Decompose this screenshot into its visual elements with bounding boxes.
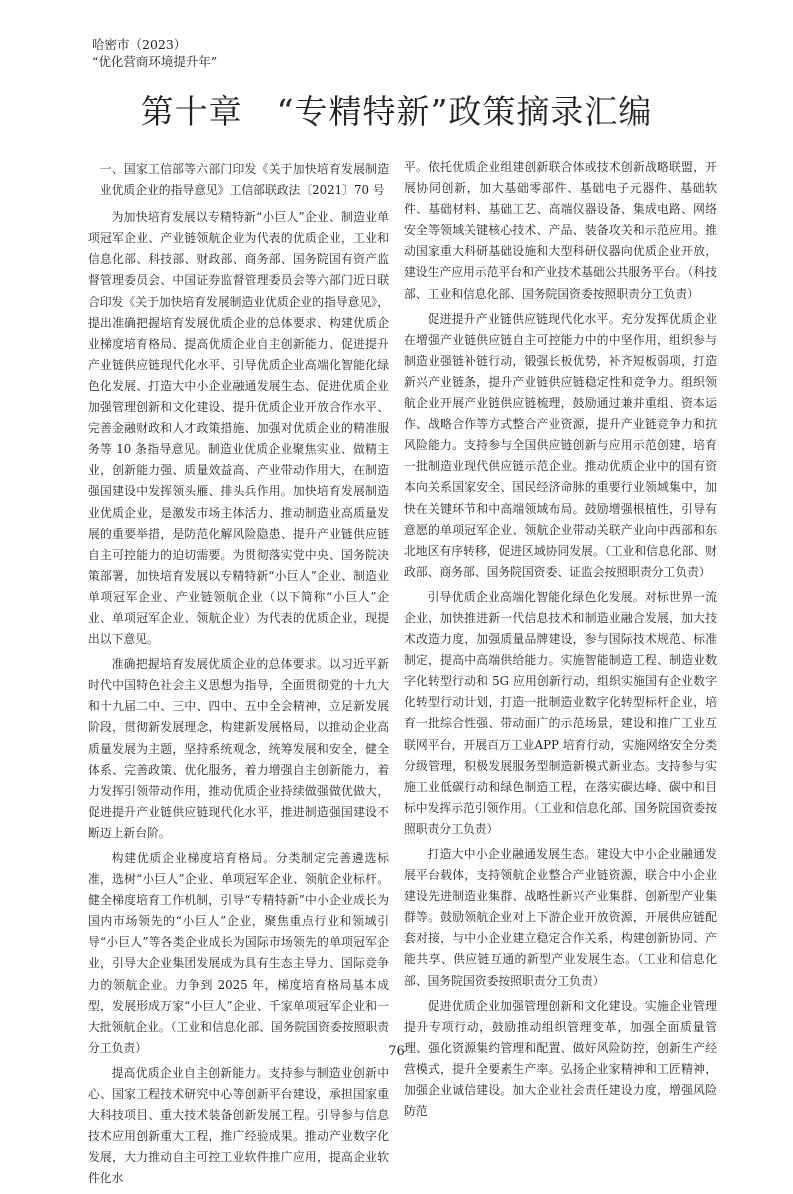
section-heading: 一、国家工信部等六部门印发《关于加快培育发展制造业优质企业的指导意见》工信部联政法〔2021〕70 号 [99,162,389,198]
paragraph-innovation-continued: 平。依托优质企业组建创新联合体或技术创新战略联盟，开展协同创新，加大基础零部件、基础电子元器件、基础软件、基础材料、基础工艺、高端仪器设备、集成电路、网络安全等领域关键核心技术、产品、装备攻关和示范应用。推动国家重大科研基础设施和大型科研仪器向优质企业开放，建设生产应用示范平台和产业技术基础公共服务平台。（科技部、工业和信息化部、国务院国资委按照职责分工负责） [404,160,717,301]
running-header-line1: 哈密市（2023） [92,37,187,52]
paragraph-supply-chain: 促进提升产业链供应链现代化水平。充分发挥优质企业在增强产业链供应链自主可控能力中的中坚作用，组织参与制造业强链补链行动，锻强长板优势，补齐短板弱项，打造新兴产业链条，提升产业链供应链稳定性和竞争力。组织领航企业开展产业链供应链梳理，鼓励通过兼并重组、资本运作、战略合作等方式整合产业资源，提升产业链竞争力和抗风险能力。支持参与全国供应链创新与应用示范创建，培育一批制造业现代供应链示范企业。推动优质企业中的国有资本向关系国家安全、国民经济命脉的重要行业领域集中，加快在关键环节和中高端领域布局。鼓励增强根植性，引导有意愿的单项冠军企业、领航企业带动关联产业向中西部和东北地区有序转移，促进区域协同发展。（工业和信息化部、财政部、商务部、国务院国资委、证监会按照职责分工负责） [404,311,717,579]
running-header [92,36,217,70]
paragraph-management-culture: 促进优质企业加强管理创新和文化建设。实施企业管理提升专项行动，鼓励推动组织管理变革，加强全面质量管理、强化资源集约管理和配置、做好风险防控，创新生产经营模式，提升全要素生产率。弘扬企业家精神和工匠精神，加强企业诚信建设。加大企业社会责任建设力度，增强风险防范 [404,998,717,1119]
page-number: 76 [388,1044,405,1059]
paragraph-innovation-capacity: 提高优质企业自主创新能力。支持参与制造业创新中心、国家工程技术研究中心等创新平台建设，承担国家重大科技项目、重大技术装备创新发展工程。引导参与信息技术应用创新重大工程，推广经验成果。推动产业数字化发展，大力推动自主可控工业软件推广应用，提高企业软件化水 [88,1065,389,1186]
running-header-line2: “优化营商环境提升年” [92,54,218,69]
chapter-title: 第十章 “专精特新”政策摘录汇编 [140,92,653,131]
paragraph-intro: 为加快培育发展以专精特新“小巨人”企业、制造业单项冠军企业、产业链领航企业为代表的优质企业，工业和信息化部、科技部、财政部、商务部、国务院国有资产监督管理委员会、中国证券监督管理委员会等六部门近日联合印发《关于加快培育发展制造业优质企业的指导意见》，提出准确把握培育发展优质企业的总体要求、构建优质企业梯度培育格局、提高优质企业自主创新能力、促进提升产业链供应链现代化水平、引导优质企业高端化智能化绿色化发展、打造大中小企业融通发展生态、促进优质企业加强管理创新和文化建设、提升优质企业开放合作水平、完善金融财政和人才政策措施、加强对优质企业的精准服务等 10 条指导意见。制造业优质企业聚焦实业、做精主业，创新能力强、质量效益高、产业带动作用大，在制造强国建设中发挥领头雁、排头兵作用。加快培育发展制造业优质企业，是激发市场主体活力、推动制造业高质量发展的重要举措，是防范化解风险隐患、提升产业链供应链自主可控能力的迫切需要。为贯彻落实党中央、国务院决策部署，加快培育发展以专精特新“小巨人”企业、制造业单项冠军企业、产业链领航企业（以下简称“小巨人”企业、单项冠军企业、领航企业）为代表的优质企业，现提出以下意见。 [88,210,389,647]
paragraph-integrated-ecosystem: 打造大中小企业融通发展生态。建设大中小企业融通发展平台载体，支持领航企业整合产业链资源，联合中小企业建设先进制造业集群、战略性新兴产业集群、创新型产业集群等。鼓励领航企业对上下游企业开放资源，开展供应链配套对接，与中小企业建立稳定合作关系，构建创新协同、产能共享、供应链互通的新型产业发展生态。（工业和信息化部、国务院国资委按照职责分工负责） [404,847,717,988]
paragraph-general-requirements: 准确把握培育发展优质企业的总体要求。以习近平新时代中国特色社会主义思想为指导，全面贯彻党的十九大和十九届二中、三中、四中、五中全会精神，立足新发展阶段，贯彻新发展理念，构建新发展格局，以推动企业高质量发展为主题，坚持系统观念，统筹发展和安全，健全体系、完善政策、优化服务，着力增强自主创新能力，着力发挥引领带动作用，推动优质企业持续做强做优做大，促进提升产业链供应链现代化水平，推进制造强国建设不断迈上新台阶。 [88,657,389,840]
paragraph-high-end-smart-green: 引导优质企业高端化智能化绿色化发展。对标世界一流企业，加快推进新一代信息技术和制造业融合发展，加大技术改造力度，加强质量品牌建设，参与国际技术规范、标准制定，提高中高端供给能力。实施智能制造工程、制造业数字化转型行动和 5G 应用创新行动，组织实施国有企业数字化转型行动计划，打造一批制造业数字化转型标杆企业，培育一批综合性强、带动面广的示范场景，建设和推广工业互联网平台，开展百万工业APP 培育行动，实施网络安全分类分级管理，积极发展服务型制造新模式新业态。支持参与实施工业低碳行动和绿色制造工程，在落实碳达峰、碳中和目标中发挥示范引领作用。（工业和信息化部、国务院国资委按照职责分工负责） [404,589,717,836]
paragraph-tiered-cultivation: 构建优质企业梯度培育格局。分类制定完善遴选标准，选树“小巨人”企业、单项冠军企业、领航企业标杆。健全梯度培育工作机制，引导“专精特新”中小企业成长为国内市场领先的“小巨人”企业，聚焦重点行业和领域引导“小巨人”等各类企业成长为国际市场领先的单项冠军企业，引导大企业集团发展成为具有生态主导力、国际竞争力的领航企业。力争到 2025 年，梯度培育格局基本成型，发展形成万家“小巨人”企业、千家单项冠军企业和一大批领航企业。（工业和信息化部、国务院国资委按照职责分工负责） [88,851,389,1055]
right-column [404,157,717,1126]
left-column [88,159,389,1194]
